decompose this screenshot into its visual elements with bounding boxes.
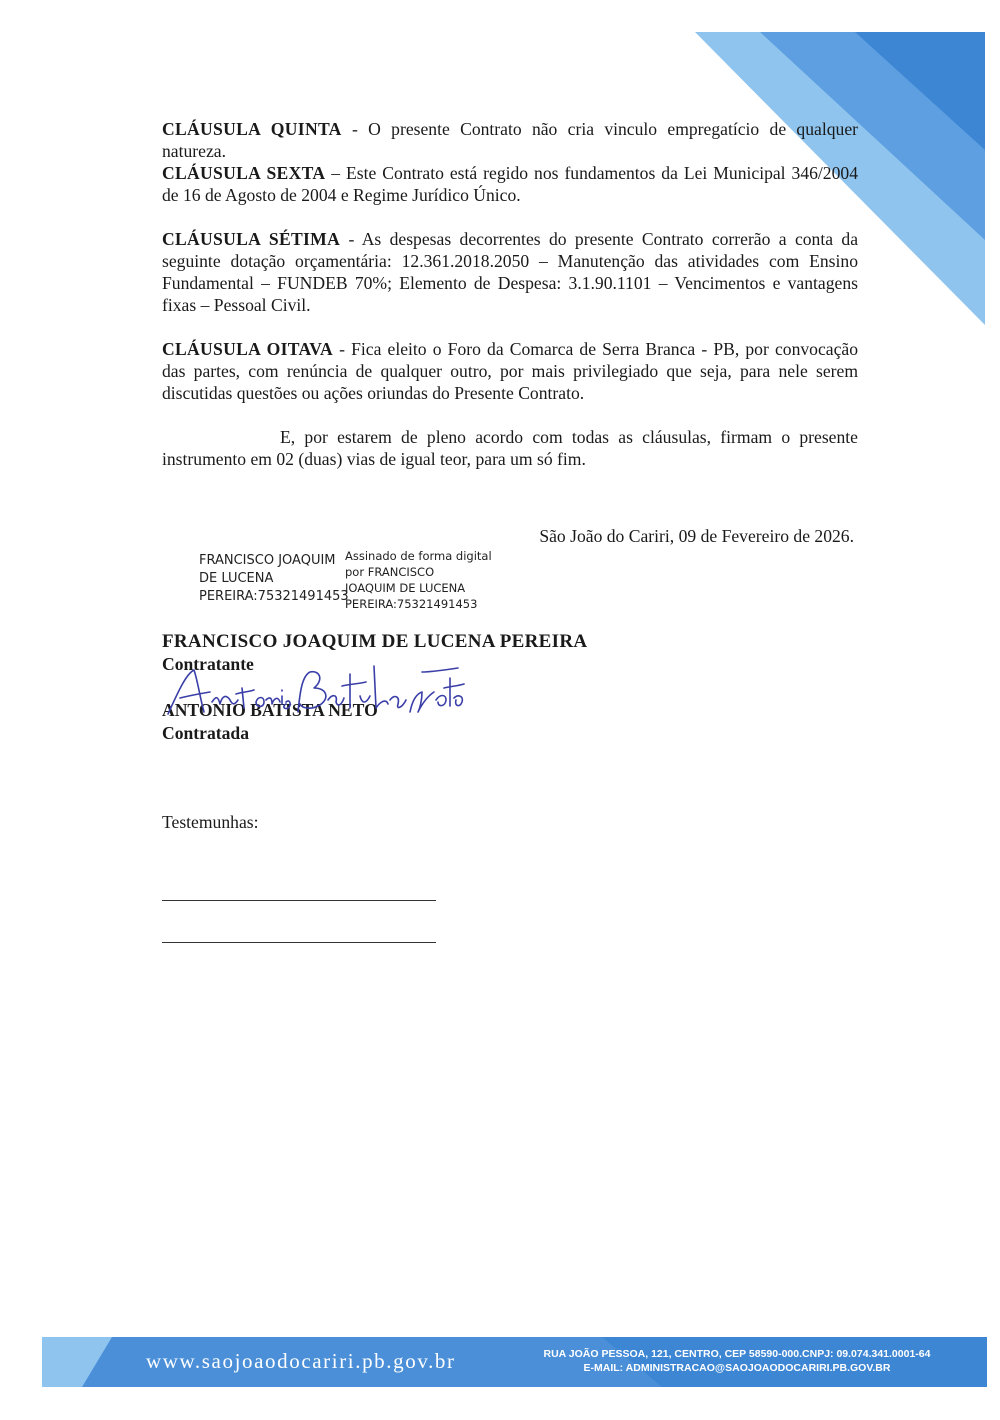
clause-text: - As despesas decorrentes do presente Contrato correrão a conta da seguinte dotação orçamentária: 12.361.2018.2050 – Manutenção das atividades com Ensino Fundamental – FUNDEB 70%; Elemento de Despesa: 3.1.90.1101 – Vencimentos e vantagens fixas – Pessoal Civil. [162, 229, 859, 315]
contratada-name: ANTONIO BATISTA NETO [162, 700, 378, 720]
closing-paragraph: E, por estarem de pleno acordo com todas as cláusulas, firmam o presente instrumento em 02 (duas) vias de igual teor, para um só fim. [162, 427, 858, 469]
clause-heading: CLÁUSULA OITAVA [162, 339, 333, 359]
contratante-name: FRANCISCO JOAQUIM DE LUCENA PEREIRA [162, 631, 588, 652]
clause-quinta [162, 118, 858, 162]
website-link[interactable]: www.saojoaodocariri.pb.gov.br [146, 1349, 456, 1373]
clause-text: - O presente Contrato não cria vinculo empregatício de qualquer natureza. [162, 119, 858, 161]
contratada-role: Contratada [162, 723, 249, 743]
footer-email: E-MAIL: ADMINISTRACAO@SAOJOAODOCARIRI.PB.GOV.BR [583, 1362, 891, 1374]
digital-signature-name: FRANCISCO JOAQUIM DE LUCENA PEREIRA:75321491453 [199, 553, 349, 604]
clause-sexta [162, 162, 858, 206]
handwritten-signature [160, 652, 470, 732]
witness-line-1 [162, 900, 436, 901]
date-line: São João do Cariri, 09 de Fevereiro de 2026. [539, 526, 854, 546]
digital-signature-note: Assinado de forma digital por FRANCISCO JOAQUIM DE LUCENA PEREIRA:75321491453 [345, 549, 492, 611]
clause-text: - Fica eleito o Foro da Comarca de Serra Branca - PB, por convocação das partes, com renúncia de qualquer outro, por mais privilegiado que seja, para nele serem discutidas questões ou ações oriundas do Presente Contrato. [162, 339, 858, 403]
contratante-role: Contratante [162, 654, 254, 674]
clause-text: – Este Contrato está regido nos fundamentos da Lei Municipal 346/2004 de 16 de Agosto de 2004 e Regime Jurídico Único. [162, 163, 858, 205]
clause-setima [162, 228, 858, 316]
clause-oitava [162, 338, 858, 404]
footer-contact [522, 1347, 952, 1375]
clause-heading: CLÁUSULA SEXTA [162, 163, 326, 183]
footer-address: RUA JOÃO PESSOA, 121, CENTRO, CEP 58590-000.CNPJ: 09.074.341.0001-64 [543, 1348, 931, 1360]
clause-heading: CLÁUSULA SÉTIMA [162, 229, 341, 249]
footer-bar [42, 1337, 987, 1387]
clause-heading: CLÁUSULA QUINTA [162, 119, 342, 139]
contract-body [162, 118, 858, 470]
digital-signature-block [199, 548, 495, 612]
witnesses-label: Testemunhas: [162, 812, 259, 832]
witness-line-2 [162, 942, 436, 943]
